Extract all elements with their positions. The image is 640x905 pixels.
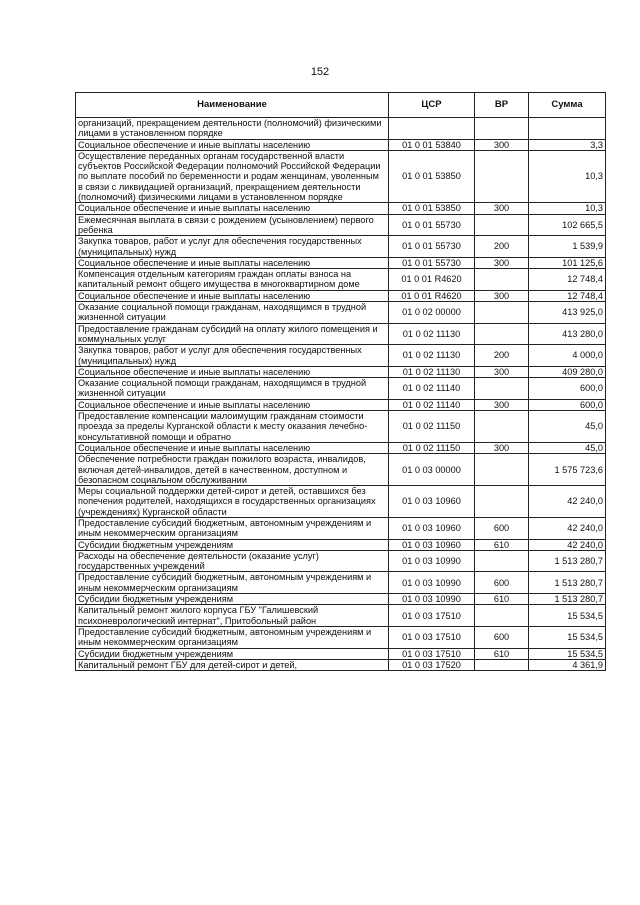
- cell-sum: 1 513 280,7: [529, 572, 606, 594]
- cell-vr: 200: [475, 236, 529, 258]
- cell-sum: 15 534,5: [529, 648, 606, 659]
- table-row: [76, 659, 606, 670]
- table-row: [76, 454, 606, 486]
- cell-vr: [475, 378, 529, 400]
- cell-vr: [475, 550, 529, 572]
- cell-csr: 01 0 03 17510: [389, 648, 475, 659]
- cell-name: Осуществление переданных органам государственной власти субъектов Российской Федерации полномочий Российской Федерации по выплате пособий по беременности и родам женщинам, уволенным в связи с ликвидацией организаций, прекращением деятельности (полномочий) физическими лицами в установленном порядке: [76, 150, 389, 202]
- cell-csr: 01 0 03 00000: [389, 454, 475, 486]
- table-row: [76, 345, 606, 367]
- cell-name: Ежемесячная выплата в связи с рождением (усыновлением) первого ребенка: [76, 214, 389, 236]
- table-row: [76, 486, 606, 518]
- cell-name: Социальное обеспечение и иные выплаты населению: [76, 290, 389, 301]
- cell-sum: 4 361,9: [529, 659, 606, 670]
- cell-csr: 01 0 01 R4620: [389, 290, 475, 301]
- cell-csr: 01 0 01 55730: [389, 257, 475, 268]
- cell-name: Компенсация отдельным категориям граждан оплаты взноса на капитальный ремонт общего имущества в многоквартирном доме: [76, 269, 389, 291]
- cell-sum: 12 748,4: [529, 269, 606, 291]
- cell-vr: 300: [475, 203, 529, 214]
- cell-sum: 10,3: [529, 150, 606, 202]
- cell-name: организаций, прекращением деятельности (полномочий) физическими лицами в установленном порядке: [76, 118, 389, 140]
- header-csr: ЦСР: [389, 93, 475, 118]
- cell-csr: 01 0 01 53850: [389, 150, 475, 202]
- cell-sum: 1 513 280,7: [529, 594, 606, 605]
- cell-csr: 01 0 02 11140: [389, 399, 475, 410]
- cell-name: Оказание социальной помощи гражданам, находящимся в трудной жизненной ситуации: [76, 378, 389, 400]
- table-row: [76, 214, 606, 236]
- cell-csr: [389, 118, 475, 140]
- table-row: [76, 118, 606, 140]
- cell-csr: 01 0 03 10960: [389, 517, 475, 539]
- cell-name: Предоставление субсидий бюджетным, автономным учреждениям и иным некоммерческим организациям: [76, 626, 389, 648]
- cell-vr: 610: [475, 594, 529, 605]
- table-row: [76, 257, 606, 268]
- table-row: [76, 572, 606, 594]
- cell-vr: [475, 486, 529, 518]
- cell-vr: [475, 269, 529, 291]
- cell-name: Социальное обеспечение и иные выплаты населению: [76, 366, 389, 377]
- cell-vr: 300: [475, 290, 529, 301]
- table-row: [76, 550, 606, 572]
- cell-csr: 01 0 01 53840: [389, 139, 475, 150]
- cell-vr: [475, 605, 529, 627]
- header-name: Наименование: [76, 93, 389, 118]
- cell-csr: 01 0 01 R4620: [389, 269, 475, 291]
- cell-csr: 01 0 02 11130: [389, 366, 475, 377]
- cell-sum: 1 513 280,7: [529, 550, 606, 572]
- cell-name: Предоставление компенсации малоимущим гражданам стоимости проезда за пределы Курганской области к месту оказания лечебно-консультативной помощи и обратно: [76, 411, 389, 443]
- cell-sum: 15 534,5: [529, 626, 606, 648]
- cell-sum: 413 280,0: [529, 323, 606, 345]
- cell-csr: 01 0 02 11130: [389, 323, 475, 345]
- cell-name: Социальное обеспечение и иные выплаты населению: [76, 139, 389, 150]
- cell-name: Предоставление субсидий бюджетным, автономным учреждениям и иным некоммерческим организациям: [76, 572, 389, 594]
- cell-csr: 01 0 03 10960: [389, 539, 475, 550]
- cell-vr: [475, 150, 529, 202]
- table-row: [76, 203, 606, 214]
- table-row: [76, 290, 606, 301]
- cell-vr: 300: [475, 442, 529, 453]
- cell-sum: 42 240,0: [529, 539, 606, 550]
- cell-sum: 15 534,5: [529, 605, 606, 627]
- cell-csr: 01 0 01 55730: [389, 236, 475, 258]
- table-row: [76, 323, 606, 345]
- cell-name: Субсидии бюджетным учреждениям: [76, 539, 389, 550]
- table-row: [76, 539, 606, 550]
- cell-csr: 01 0 02 11140: [389, 378, 475, 400]
- cell-name: Закупка товаров, работ и услуг для обеспечения государственных (муниципальных) нужд: [76, 345, 389, 367]
- cell-sum: 1 575 723,6: [529, 454, 606, 486]
- cell-vr: [475, 302, 529, 324]
- cell-vr: [475, 118, 529, 140]
- cell-name: Предоставление субсидий бюджетным, автономным учреждениям и иным некоммерческим организациям: [76, 517, 389, 539]
- table-row: [76, 399, 606, 410]
- cell-sum: 10,3: [529, 203, 606, 214]
- table-row: [76, 236, 606, 258]
- cell-csr: 01 0 03 17520: [389, 659, 475, 670]
- table-row: [76, 302, 606, 324]
- table-row: [76, 378, 606, 400]
- cell-sum: 600,0: [529, 399, 606, 410]
- table-row: [76, 605, 606, 627]
- cell-sum: 409 280,0: [529, 366, 606, 377]
- cell-sum: [529, 118, 606, 140]
- cell-vr: [475, 411, 529, 443]
- cell-csr: 01 0 03 10990: [389, 594, 475, 605]
- budget-table: [75, 92, 606, 671]
- cell-vr: 600: [475, 626, 529, 648]
- cell-name: Закупка товаров, работ и услуг для обеспечения государственных (муниципальных) нужд: [76, 236, 389, 258]
- cell-name: Расходы на обеспечение деятельности (оказание услуг) государственных учреждений: [76, 550, 389, 572]
- cell-csr: 01 0 02 11150: [389, 442, 475, 453]
- cell-vr: 300: [475, 366, 529, 377]
- table-body: [76, 118, 606, 671]
- cell-sum: 101 125,6: [529, 257, 606, 268]
- table-header-row: [76, 93, 606, 118]
- table-row: [76, 626, 606, 648]
- cell-name: Социальное обеспечение и иные выплаты населению: [76, 257, 389, 268]
- header-sum: Сумма: [529, 93, 606, 118]
- cell-sum: 45,0: [529, 411, 606, 443]
- cell-vr: 300: [475, 399, 529, 410]
- cell-name: Капитальный ремонт жилого корпуса ГБУ "Галишевский психоневрологический интернат", Притобольный район: [76, 605, 389, 627]
- cell-csr: 01 0 03 17510: [389, 605, 475, 627]
- cell-csr: 01 0 02 11150: [389, 411, 475, 443]
- page-number: 152: [310, 66, 330, 78]
- cell-vr: [475, 323, 529, 345]
- cell-sum: 42 240,0: [529, 486, 606, 518]
- cell-csr: 01 0 03 17510: [389, 626, 475, 648]
- cell-name: Социальное обеспечение и иные выплаты населению: [76, 203, 389, 214]
- cell-vr: [475, 659, 529, 670]
- cell-sum: 413 925,0: [529, 302, 606, 324]
- cell-csr: 01 0 01 55730: [389, 214, 475, 236]
- cell-sum: 12 748,4: [529, 290, 606, 301]
- cell-vr: 610: [475, 539, 529, 550]
- cell-csr: 01 0 03 10990: [389, 550, 475, 572]
- header-vr: ВР: [475, 93, 529, 118]
- table-row: [76, 648, 606, 659]
- cell-csr: 01 0 03 10990: [389, 572, 475, 594]
- cell-name: Оказание социальной помощи гражданам, находящимся в трудной жизненной ситуации: [76, 302, 389, 324]
- cell-sum: 3,3: [529, 139, 606, 150]
- table-row: [76, 269, 606, 291]
- cell-vr: 300: [475, 139, 529, 150]
- cell-vr: 300: [475, 257, 529, 268]
- cell-vr: 610: [475, 648, 529, 659]
- table-row: [76, 517, 606, 539]
- cell-sum: 600,0: [529, 378, 606, 400]
- cell-name: Субсидии бюджетным учреждениям: [76, 594, 389, 605]
- cell-sum: 4 000,0: [529, 345, 606, 367]
- cell-name: Социальное обеспечение и иные выплаты населению: [76, 399, 389, 410]
- cell-sum: 102 665,5: [529, 214, 606, 236]
- cell-name: Меры социальной поддержки детей-сирот и детей, оставшихся без попечения родителей, находящихся в государственных организациях (учреждениях) Курганской области: [76, 486, 389, 518]
- table-row: [76, 150, 606, 202]
- cell-sum: 42 240,0: [529, 517, 606, 539]
- cell-vr: 200: [475, 345, 529, 367]
- cell-name: Социальное обеспечение и иные выплаты населению: [76, 442, 389, 453]
- cell-name: Обеспечение потребности граждан пожилого возраста, инвалидов, включая детей-инвалидов, детей в качественном, доступном и безопасном социальном обслуживании: [76, 454, 389, 486]
- cell-vr: 600: [475, 517, 529, 539]
- cell-name: Субсидии бюджетным учреждениям: [76, 648, 389, 659]
- cell-sum: 1 539,9: [529, 236, 606, 258]
- table-row: [76, 366, 606, 377]
- table-row: [76, 411, 606, 443]
- cell-vr: [475, 214, 529, 236]
- cell-vr: 600: [475, 572, 529, 594]
- cell-name: Капитальный ремонт ГБУ для детей-сирот и детей,: [76, 659, 389, 670]
- cell-name: Предоставление гражданам субсидий на оплату жилого помещения и коммунальных услуг: [76, 323, 389, 345]
- table-row: [76, 594, 606, 605]
- cell-csr: 01 0 01 53850: [389, 203, 475, 214]
- cell-csr: 01 0 02 11130: [389, 345, 475, 367]
- cell-sum: 45,0: [529, 442, 606, 453]
- cell-csr: 01 0 03 10960: [389, 486, 475, 518]
- table-row: [76, 442, 606, 453]
- cell-csr: 01 0 02 00000: [389, 302, 475, 324]
- table-row: [76, 139, 606, 150]
- cell-vr: [475, 454, 529, 486]
